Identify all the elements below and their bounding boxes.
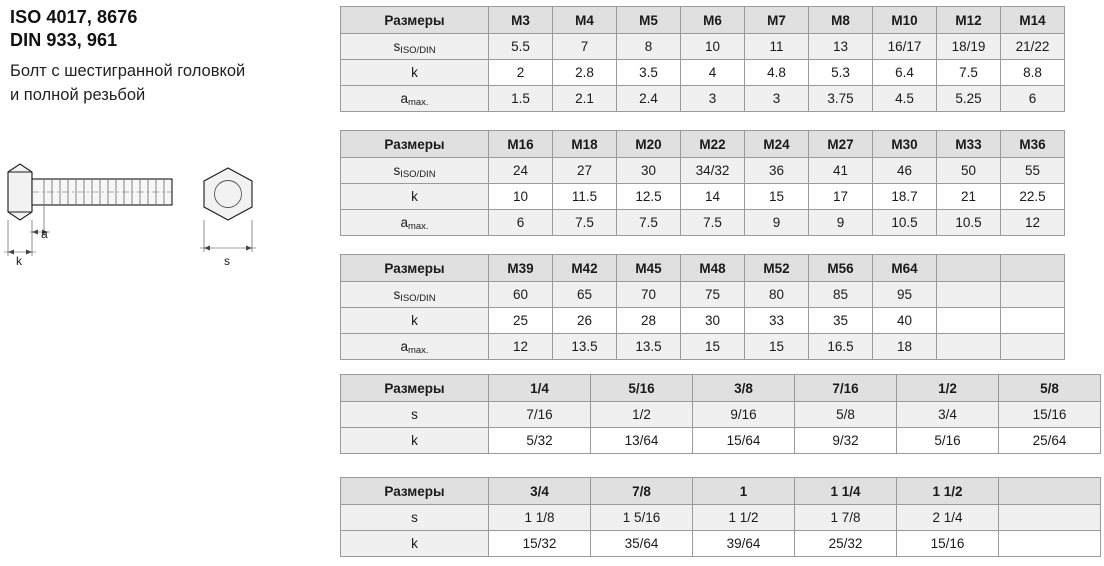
table-cell: 1 1/8: [489, 505, 591, 531]
row-label-k: k: [341, 184, 489, 210]
table-cell: 10: [489, 184, 553, 210]
table-cell: 5/32: [489, 428, 591, 454]
table-cell: 34/32: [681, 158, 745, 184]
table-cell: 15: [745, 184, 809, 210]
table-cell: 2 1/4: [897, 505, 999, 531]
header-cell: M64: [873, 255, 937, 282]
table-cell: 36: [745, 158, 809, 184]
table-cell: 15/16: [999, 402, 1101, 428]
table-cell: 9: [745, 210, 809, 236]
table-cell: 1.5: [489, 86, 553, 112]
bolt-drawing-svg: [0, 160, 330, 280]
table-cell: 18/19: [937, 34, 1001, 60]
table-cell: 18.7: [873, 184, 937, 210]
table-cell: 4.5: [873, 86, 937, 112]
header-cell: M36: [1001, 131, 1065, 158]
header-cell: M42: [553, 255, 617, 282]
table-row: [341, 158, 1065, 184]
header-cell: Размеры: [341, 255, 489, 282]
table-cell: 3: [681, 86, 745, 112]
header-cell: M30: [873, 131, 937, 158]
table-cell: 95: [873, 282, 937, 308]
row-label-s: s: [341, 402, 489, 428]
table-cell: 15: [681, 334, 745, 360]
table-cell: 25: [489, 308, 553, 334]
table-cell: 55: [1001, 158, 1065, 184]
drawing-label-s: s: [224, 254, 230, 268]
table-cell-empty: [1001, 308, 1065, 334]
table-cell: 9/16: [693, 402, 795, 428]
table-cell: 33: [745, 308, 809, 334]
table-cell: 2.4: [617, 86, 681, 112]
header-cell: Размеры: [341, 7, 489, 34]
table-cell: 22.5: [1001, 184, 1065, 210]
header-cell: M56: [809, 255, 873, 282]
row-label-s-iso-din: [341, 34, 489, 60]
row-label-sub: ISO/DIN: [400, 45, 436, 56]
header-cell-empty: [1001, 255, 1065, 282]
table-cell: 2.1: [553, 86, 617, 112]
header-cell: 1/4: [489, 375, 591, 402]
table-header-row: [341, 7, 1065, 34]
header-cell: M33: [937, 131, 1001, 158]
table-cell: 7: [553, 34, 617, 60]
header-cell: 1 1/2: [897, 478, 999, 505]
table-header-row: [341, 478, 1101, 505]
table-cell: 13/64: [591, 428, 693, 454]
table-cell: 35/64: [591, 531, 693, 557]
row-label-main: a: [400, 215, 408, 230]
table-cell: 11.5: [553, 184, 617, 210]
header-cell: M10: [873, 7, 937, 34]
table-row: [341, 34, 1065, 60]
table-header-row: [341, 131, 1065, 158]
header-cell: M12: [937, 7, 1001, 34]
table-cell: 1 1/2: [693, 505, 795, 531]
table-row: [341, 308, 1065, 334]
table-cell: 21/22: [1001, 34, 1065, 60]
header-cell: M45: [617, 255, 681, 282]
table-cell: 5.5: [489, 34, 553, 60]
row-label-a-max: [341, 210, 489, 236]
table-cell: 13.5: [617, 334, 681, 360]
table-cell: 10.5: [937, 210, 1001, 236]
table-cell: 3.75: [809, 86, 873, 112]
table-row: [341, 86, 1065, 112]
table-cell: 2.8: [553, 60, 617, 86]
table-cell: 65: [553, 282, 617, 308]
bolt-technical-drawing: [0, 160, 330, 280]
header-cell-empty: [937, 255, 1001, 282]
header-cell: 3/4: [489, 478, 591, 505]
table-cell: 4.8: [745, 60, 809, 86]
table-row: [341, 505, 1101, 531]
header-cell: M48: [681, 255, 745, 282]
table-cell: 16.5: [809, 334, 873, 360]
header-cell: 3/8: [693, 375, 795, 402]
table-cell: 14: [681, 184, 745, 210]
table-cell: 25/64: [999, 428, 1101, 454]
table-cell: 13: [809, 34, 873, 60]
header-cell-empty: [999, 478, 1101, 505]
table-cell: 15: [745, 334, 809, 360]
table-cell-empty: [1001, 334, 1065, 360]
table-cell: 2: [489, 60, 553, 86]
header-cell: 1 1/4: [795, 478, 897, 505]
table-cell: 10.5: [873, 210, 937, 236]
table-cell: 5.25: [937, 86, 1001, 112]
table-cell: 7.5: [937, 60, 1001, 86]
table-cell: 75: [681, 282, 745, 308]
standard-line-1: ISO 4017, 8676: [10, 7, 138, 27]
dimensions-table-imperial-1: [340, 374, 1101, 454]
header-cell: 7/16: [795, 375, 897, 402]
table-cell-empty: [937, 308, 1001, 334]
table-cell: 30: [617, 158, 681, 184]
table-cell: 27: [553, 158, 617, 184]
table-cell: 35: [809, 308, 873, 334]
product-description-line-2: и полной резьбой: [10, 86, 146, 104]
table-cell: 17: [809, 184, 873, 210]
header-cell: 7/8: [591, 478, 693, 505]
table-cell-empty: [1001, 282, 1065, 308]
table-cell: 6: [489, 210, 553, 236]
table-header-row: [341, 375, 1101, 402]
header-cell: M6: [681, 7, 745, 34]
header-cell: M4: [553, 7, 617, 34]
drawing-label-k: k: [16, 254, 22, 268]
table-row: [341, 60, 1065, 86]
row-label-sub: max.: [407, 221, 429, 232]
row-label-k: k: [341, 60, 489, 86]
row-label-main: s: [393, 287, 401, 302]
standard-line-2: DIN 933, 961: [10, 30, 118, 50]
header-cell: M18: [553, 131, 617, 158]
table-cell: 21: [937, 184, 1001, 210]
table-cell: 85: [809, 282, 873, 308]
row-label-sub: max.: [407, 345, 429, 356]
dimensions-table-metric-3: [340, 254, 1065, 360]
table-cell: 12: [489, 334, 553, 360]
table-cell: 15/16: [897, 531, 999, 557]
header-cell: Размеры: [341, 478, 489, 505]
table-cell: 24: [489, 158, 553, 184]
table-cell: 40: [873, 308, 937, 334]
table-cell: 13.5: [553, 334, 617, 360]
table-cell: 3: [745, 86, 809, 112]
header-cell: M8: [809, 7, 873, 34]
table-row: [341, 402, 1101, 428]
table-cell: 1 7/8: [795, 505, 897, 531]
row-label-k: k: [341, 531, 489, 557]
header-cell: M52: [745, 255, 809, 282]
product-description-line-1: Болт с шестигранной головкой: [10, 62, 246, 80]
table-cell: 1 5/16: [591, 505, 693, 531]
table-cell: 10: [681, 34, 745, 60]
header-cell: M5: [617, 7, 681, 34]
table-cell: 15/64: [693, 428, 795, 454]
table-cell: 30: [681, 308, 745, 334]
table-cell: 5.3: [809, 60, 873, 86]
row-label-main: s: [393, 39, 401, 54]
table-cell: 3/4: [897, 402, 999, 428]
header-cell: M22: [681, 131, 745, 158]
row-label-sub: ISO/DIN: [400, 293, 436, 304]
table-cell: 9: [809, 210, 873, 236]
header-cell: 1: [693, 478, 795, 505]
row-label-k: k: [341, 428, 489, 454]
table-cell: 11: [745, 34, 809, 60]
table-cell: 41: [809, 158, 873, 184]
row-label-sub: max.: [407, 97, 429, 108]
table-row: [341, 531, 1101, 557]
table-cell: 7.5: [553, 210, 617, 236]
table-cell: 7.5: [681, 210, 745, 236]
table-cell-empty: [999, 505, 1101, 531]
table-cell: 9/32: [795, 428, 897, 454]
row-label-main: s: [393, 163, 401, 178]
header-cell: 5/16: [591, 375, 693, 402]
table-cell: 70: [617, 282, 681, 308]
header-cell: M39: [489, 255, 553, 282]
table-cell: 46: [873, 158, 937, 184]
row-label-s: s: [341, 505, 489, 531]
table-cell: 6.4: [873, 60, 937, 86]
header-cell: Размеры: [341, 131, 489, 158]
table-cell: 60: [489, 282, 553, 308]
header-cell: M27: [809, 131, 873, 158]
table-row: [341, 334, 1065, 360]
header-cell: 1/2: [897, 375, 999, 402]
table-cell-empty: [999, 531, 1101, 557]
table-cell-empty: [937, 282, 1001, 308]
dimensions-table-imperial-2: [340, 477, 1101, 557]
table-cell: 4: [681, 60, 745, 86]
table-cell: 15/32: [489, 531, 591, 557]
header-cell: Размеры: [341, 375, 489, 402]
row-label-main: a: [400, 91, 408, 106]
table-cell: 8.8: [1001, 60, 1065, 86]
drawing-label-a: a: [41, 227, 48, 241]
table-cell: 39/64: [693, 531, 795, 557]
row-label-a-max: [341, 86, 489, 112]
header-cell: M3: [489, 7, 553, 34]
table-header-row: [341, 255, 1065, 282]
header-cell: M16: [489, 131, 553, 158]
table-cell: 12.5: [617, 184, 681, 210]
table-cell: 16/17: [873, 34, 937, 60]
table-cell: 8: [617, 34, 681, 60]
row-label-k: k: [341, 308, 489, 334]
table-row: [341, 428, 1101, 454]
table-row: [341, 184, 1065, 210]
row-label-s-iso-din: [341, 158, 489, 184]
table-cell: 25/32: [795, 531, 897, 557]
table-cell: 7.5: [617, 210, 681, 236]
header-cell: M7: [745, 7, 809, 34]
header-cell: M24: [745, 131, 809, 158]
row-label-a-max: [341, 334, 489, 360]
table-row: [341, 282, 1065, 308]
table-cell: 80: [745, 282, 809, 308]
table-cell: 5/8: [795, 402, 897, 428]
table-row: [341, 210, 1065, 236]
table-cell: 50: [937, 158, 1001, 184]
table-cell: 26: [553, 308, 617, 334]
header-cell: M20: [617, 131, 681, 158]
table-cell: 5/16: [897, 428, 999, 454]
table-cell: 12: [1001, 210, 1065, 236]
table-cell: 3.5: [617, 60, 681, 86]
table-cell-empty: [937, 334, 1001, 360]
row-label-sub: ISO/DIN: [400, 169, 436, 180]
table-cell: 7/16: [489, 402, 591, 428]
table-cell: 28: [617, 308, 681, 334]
dimensions-table-metric-1: [340, 6, 1065, 112]
table-cell: 18: [873, 334, 937, 360]
row-label-s-iso-din: [341, 282, 489, 308]
table-cell: 6: [1001, 86, 1065, 112]
header-cell: M14: [1001, 7, 1065, 34]
header-cell: 5/8: [999, 375, 1101, 402]
table-cell: 1/2: [591, 402, 693, 428]
row-label-main: a: [400, 339, 408, 354]
dimensions-table-metric-2: [340, 130, 1065, 236]
